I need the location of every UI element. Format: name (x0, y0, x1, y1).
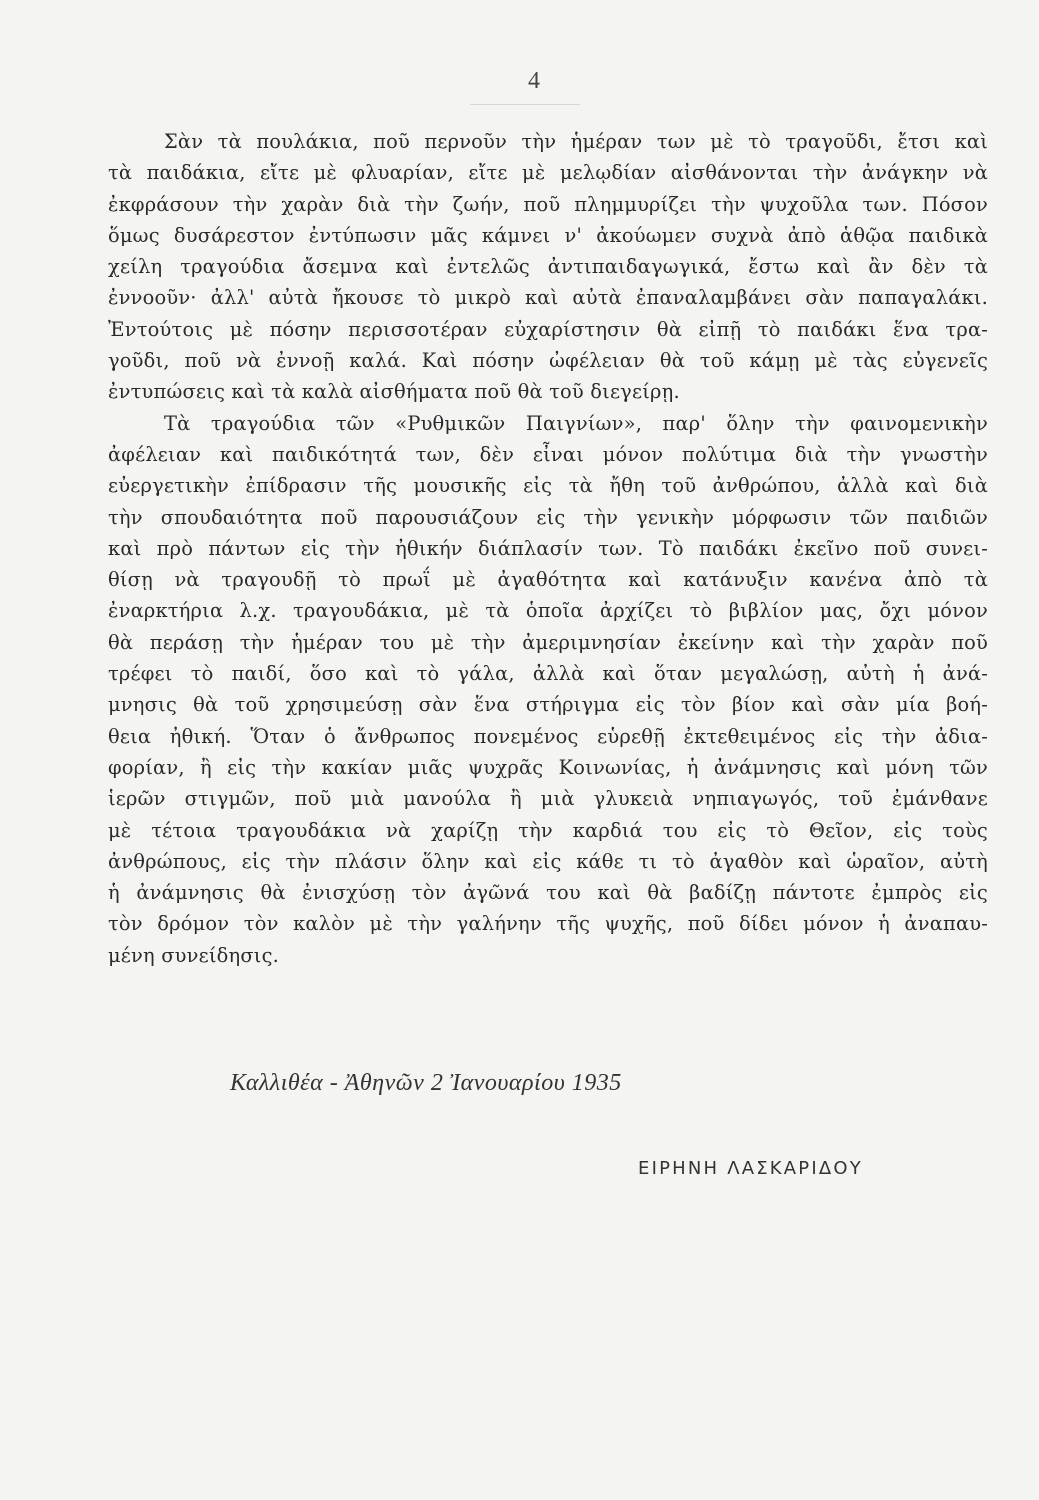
text-line: γοῦδι, ποῦ νὰ ἐννοῇ καλά. Καὶ πόσην ὠφέλειαν θὰ τοῦ κάμῃ μὲ τὰς εὐγενεῖς (108, 349, 988, 373)
text-line: τρέφει τὸ παιδί, ὅσο καὶ τὸ γάλα, ἀλλὰ καὶ ὅταν μεγαλώσῃ, αὐτὴ ἡ ἀνά- (108, 662, 988, 686)
text-line: ἐντυπώσεις καὶ τὰ καλὰ αἰσθήματα ποῦ θὰ τοῦ διεγείρῃ. (108, 380, 680, 404)
text-line: θὰ περάσῃ τὴν ἡμέραν του μὲ τὴν ἀμεριμνησίαν ἐκείνην καὶ τὴν χαρὰν ποῦ (108, 630, 988, 654)
page-number-rule (470, 104, 580, 105)
page-number: 4 (528, 68, 540, 94)
text-line: τὰ παιδάκια, εἴτε μὲ φλυαρίαν, εἴτε μὲ μελῳδίαν αἰσθάνονται τὴν ἀνάγκην νὰ (108, 161, 988, 185)
text-line: ἐννοοῦν· ἀλλ' αὐτὰ ἤκουσε τὸ μικρὸ καὶ αὐτὰ ἐπαναλαμβάνει σὰν παπαγαλάκι. (108, 286, 988, 310)
text-line: εὐεργετικὴν ἐπίδρασιν τῆς μουσικῆς εἰς τὰ ἤθη τοῦ ἀνθρώπου, ἀλλὰ καὶ διὰ (108, 474, 988, 498)
text-line: χείλη τραγούδια ἄσεμνα καὶ ἐντελῶς ἀντιπαιδαγωγικά, ἔστω καὶ ἂν δὲν τὰ (108, 255, 988, 279)
text-line: μὲ τέτοια τραγουδάκια νὰ χαρίζῃ τὴν καρδιά του εἰς τὸ Θεῖον, εἰς τοὺς (108, 818, 988, 842)
text-line: καὶ πρὸ πάντων εἰς τὴν ἠθικήν διάπλασίν των. Τὸ παιδάκι ἐκεῖνο ποῦ συνει- (108, 536, 988, 560)
text-line: ἀνθρώπους, εἰς τὴν πλάσιν ὅλην καὶ εἰς κάθε τι τὸ ἀγαθὸν καὶ ὡραῖον, αὐτὴ (108, 849, 988, 873)
text-line: ἡ ἀνάμνησις θὰ ἐνισχύσῃ τὸν ἀγῶνά του καὶ θὰ βαδίζῃ πάντοτε ἐμπρὸς εἰς (108, 881, 988, 905)
text-line: μένη συνείδησις. (108, 943, 280, 967)
text-line: μνησις θὰ τοῦ χρησιμεύσῃ σὰν ἕνα στήριγμα εἰς τὸν βίον καὶ σὰν μία βοή- (108, 693, 988, 717)
text-line: τὸν δρόμον τὸν καλὸν μὲ τὴν γαλήνην τῆς ψυχῆς, ποῦ δίδει μόνον ἡ ἀναπαυ- (108, 912, 988, 936)
text-line: τὴν σπουδαιότητα ποῦ παρουσιάζουν εἰς τὴν γενικὴν μόρφωσιν τῶν παιδιῶν (108, 505, 988, 529)
text-line: Σὰν τὰ πουλάκια, ποῦ περνοῦν τὴν ἡμέραν των μὲ τὸ τραγοῦδι, ἔτσι καὶ (164, 130, 988, 153)
text-line: φορίαν, ἢ εἰς τὴν κακίαν μιᾶς ψυχρᾶς Κοινωνίας, ἡ ἀνάμνησις καὶ μόνη τῶν (108, 755, 988, 779)
signature-author: ΕΙΡΗΝΗ ΛΑΣΚΑΡΙΔΟΥ (638, 1158, 863, 1179)
text-line: Τὰ τραγούδια τῶν «Ρυθμικῶν Παιγνίων», παρ' ὅλην τὴν φαινομενικὴν (164, 411, 988, 435)
text-line: ἱερῶν στιγμῶν, ποῦ μιὰ μανούλα ἢ μιὰ γλυκειὰ νηπιαγωγός, τοῦ ἐμάνθανε (108, 787, 988, 811)
text-line: ἀφέλειαν καὶ παιδικότητά των, δὲν εἶναι μόνον πολύτιμα διὰ τὴν γνωστὴν (108, 442, 988, 466)
text-line: Ἐντούτοις μὲ πόσην περισσοτέραν εὐχαρίστησιν θὰ εἰπῇ τὸ παιδάκι ἕνα τρα- (108, 317, 988, 341)
text-line: θίσῃ νὰ τραγουδῇ τὸ πρωΐ μὲ ἀγαθότητα καὶ κατάνυξιν κανένα ἀπὸ τὰ (108, 568, 988, 592)
text-line: ἐναρκτήρια λ.χ. τραγουδάκια, μὲ τὰ ὁποῖα ἀρχίζει τὸ βιβλίον μας, ὄχι μόνον (108, 599, 988, 623)
body-text (108, 126, 988, 971)
text-line: ὅμως δυσάρεστον ἐντύπωσιν μᾶς κάμνει ν' ἀκούωμεν συχνὰ ἀπὸ ἁθῷα παιδικὰ (108, 223, 988, 247)
signature-place-date: Καλλιθέα - Ἀθηνῶν 2 Ἰανουαρίου 1935 (230, 1070, 622, 1096)
text-line: θεια ἠθική. Ὅταν ὁ ἄνθρωπος πονεμένος εὑρεθῇ ἐκτεθειμένος εἰς τὴν ἀδια- (108, 724, 988, 748)
text-line: ἐκφράσουν τὴν χαρὰν διὰ τὴν ζωήν, ποῦ πλημμυρίζει τὴν ψυχοῦλα των. Πόσον (108, 192, 988, 216)
